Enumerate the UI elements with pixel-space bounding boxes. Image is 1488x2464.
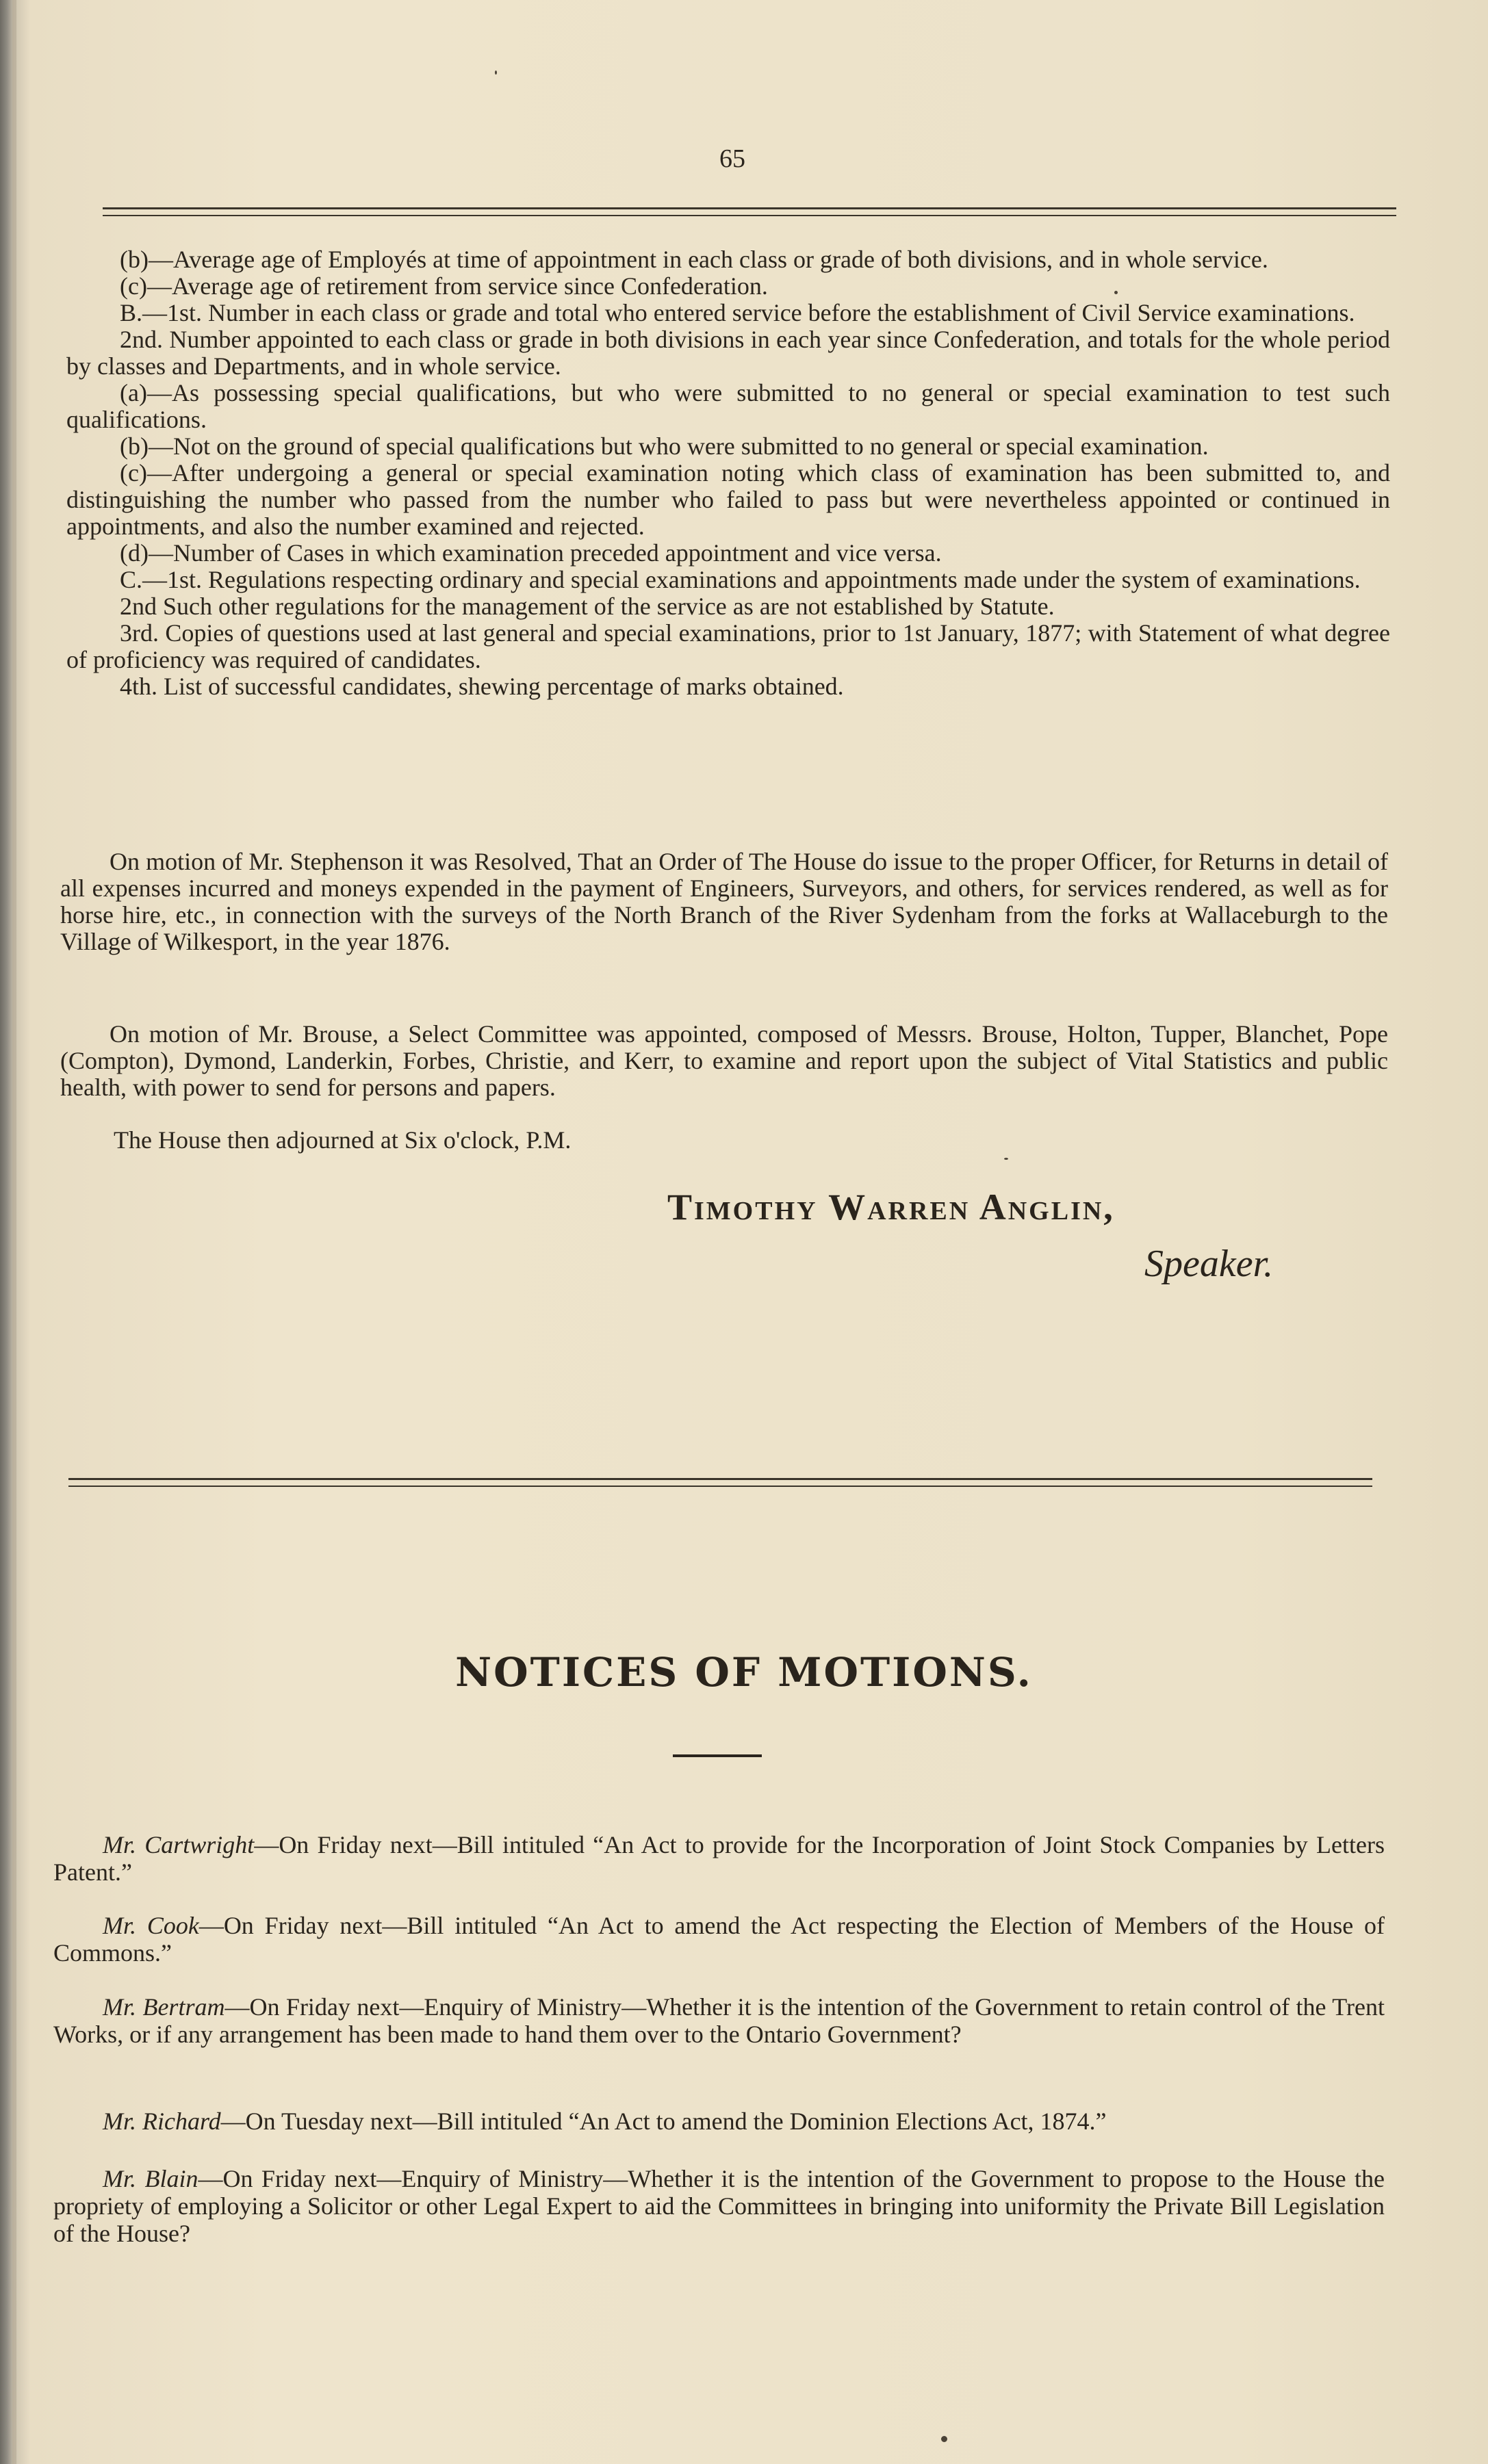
notice-member: Mr. Richard — [103, 2108, 221, 2135]
notices-heading: NOTICES OF MOTIONS. — [455, 1649, 1033, 1696]
return-item: (c)—Average age of retirement from service since Confederation. — [120, 272, 768, 300]
notice-richard — [53, 2083, 1385, 2137]
returns-list — [66, 246, 1390, 700]
return-item: C.—1st. Regulations respecting ordinary and special examinations and appointments made under the system of examinations. — [120, 566, 1361, 593]
header-rule — [103, 207, 1396, 216]
heading-underline — [673, 1754, 762, 1757]
notice-member: Mr. Cartwright — [103, 1831, 255, 1858]
notice-blain — [53, 2140, 1385, 2249]
notice-cook — [53, 1887, 1385, 1969]
notice-member: Mr. Blain — [103, 2165, 198, 2192]
speaker-name: Timothy Warren Anglin, — [667, 1186, 1115, 1228]
stephenson-motion-block — [60, 848, 1388, 955]
notice-bertram — [53, 1969, 1385, 2050]
return-item: (a)—As possessing special qualifications, but who were submitted to no general or special examination to test such qualifications. — [66, 379, 1390, 433]
notice-text: —On Friday next—Bill intituled “An Act to amend the Act respecting the Election of Members of the House of Commons.” — [53, 1912, 1385, 1967]
brouse-motion-block — [60, 1021, 1388, 1101]
binding-edge — [12, 0, 16, 2464]
ink-speck — [941, 2436, 947, 2442]
return-item: (b)—Average age of Employés at time of appointment in each class or grade of both divisions, and in whole service. — [120, 246, 1268, 273]
return-item: 3rd. Copies of questions used at last general and special examinations, prior to 1st January, 1877; with Statement of what degree of proficiency was required of candidates. — [66, 619, 1390, 673]
notice-text: —On Friday next—Bill intituled “An Act to provide for the Incorporation of Joint Stock Companies by Letters Patent.” — [53, 1831, 1385, 1886]
return-item: 4th. List of successful candidates, shewing percentage of marks obtained. — [120, 673, 844, 700]
return-item: (c)—After undergoing a general or special examination noting which class of examination has been submitted to, and distinguishing the number who passed from the number who failed to pass but were nevertheless appointed or continued in appointments, and also the number examined and rejected. — [66, 459, 1390, 540]
notice-member: Mr. Bertram — [103, 1993, 225, 2021]
return-item: B.—1st. Number in each class or grade and total who entered service before the establishment of Civil Service examinations. — [120, 299, 1355, 326]
notice-text: —On Friday next—Enquiry of Ministry—Whether it is the intention of the Government to propose to the House the propriety of employing a Solicitor or other Legal Expert to aid the Committees in bringing into uniformity the Private Bill Legislation of the House? — [53, 2165, 1385, 2247]
page-number: 65 — [719, 144, 745, 173]
ink-speck — [1004, 1158, 1008, 1160]
notice-cartwright — [53, 1806, 1385, 1888]
section-rule — [68, 1478, 1372, 1487]
ink-speck — [1114, 291, 1118, 294]
adjournment: The House then adjourned at Six o'clock, P.M. — [114, 1126, 572, 1154]
notice-text: —On Tuesday next—Bill intituled “An Act to amend the Dominion Elections Act, 1874.” — [220, 2108, 1107, 2135]
return-item: 2nd Such other regulations for the management of the service as are not established by Statute. — [120, 593, 1055, 620]
return-item: (b)—Not on the ground of special qualifications but who were submitted to no general or special examination. — [120, 432, 1209, 460]
return-item: 2nd. Number appointed to each class or grade in both divisions in each year since Confederation, and totals for the whole period by classes and Departments, and in whole service. — [66, 326, 1390, 380]
return-item: (d)—Number of Cases in which examination preceded appointment and vice versa. — [120, 539, 942, 567]
ink-speck — [495, 70, 497, 75]
notice-member: Mr. Cook — [103, 1912, 199, 1939]
speaker-title: Speaker. — [1144, 1243, 1274, 1285]
notice-text: —On Friday next—Enquiry of Ministry—Whether it is the intention of the Government to retain control of the Trent Works, or if any arrangement has been made to hand them over to the Ontario Government? — [53, 1993, 1385, 2048]
brouse-motion: On motion of Mr. Brouse, a Select Committee was appointed, composed of Messrs. Brouse, Holton, Tupper, Blanchet, Pope (Compton), Dymond, Landerkin, Forbes, Christie, and Kerr, to examine and report upon the subject of Vital Statistics and public health, with power to send for persons and papers. — [60, 1020, 1388, 1101]
stephenson-motion: On motion of Mr. Stephenson it was Resolved, That an Order of The House do issue to the proper Officer, for Returns in detail of all expenses incurred and moneys expended in the payment of Engineers, Surveyors, and others, for services rendered, as well as for horse hire, etc., in connection with the surveys of the North Branch of the River Sydenham from the forks at Wallaceburgh to the Village of Wilkesport, in the year 1876. — [60, 848, 1388, 955]
